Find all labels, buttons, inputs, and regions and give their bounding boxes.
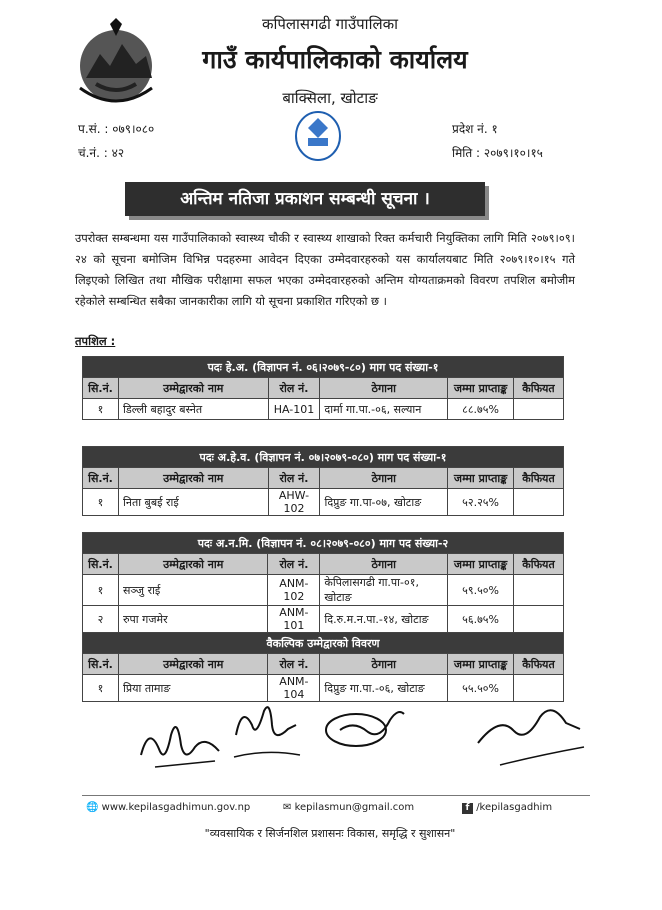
col-name: उम्मेद्वारको नाम bbox=[118, 378, 268, 399]
signature-2 bbox=[226, 695, 306, 770]
slogan: "व्यवसायिक र सिर्जनशिल प्रशासनः विकास, समृद्धि र सुशासन" bbox=[204, 827, 456, 840]
footer-divider bbox=[82, 795, 590, 796]
office-address: बाक्सिला, खोटाङ bbox=[282, 89, 378, 107]
col-sn: सि.नं. bbox=[83, 378, 119, 399]
col-roll: रोल नं. bbox=[268, 378, 320, 399]
table-row: २ रुपा गजमेर ANM-101 दि.रु.म.न.पा.-१४, खोटाङ ५६.७५% bbox=[83, 606, 564, 633]
signature-1 bbox=[135, 705, 225, 775]
dispatch-number: चं.नं. : ४२ bbox=[78, 146, 125, 160]
issue-date: मिति : २०७९।१०।१५ bbox=[452, 146, 543, 160]
col-marks: जम्मा प्राप्ताङ्क bbox=[448, 378, 514, 399]
table-title: पदः हे.अ. (विज्ञापन नं. ०६।२०७९-८०) माग पद संख्या-१ bbox=[83, 357, 564, 378]
alternate-title: वैकल्पिक उम्मेद्वारको विवरण bbox=[83, 633, 564, 654]
signature-3 bbox=[318, 700, 413, 755]
table-row: १ डिल्ली बहादुर बस्नेत HA-101 दार्मा गा.पा.-०६, सल्यान ८८.७५% bbox=[83, 399, 564, 420]
table-title: पदः अ.न.मि. (विज्ञापन नं. ०८।२०७९-०८०) माग पद संख्या-२ bbox=[83, 533, 564, 554]
municipality-name: कपिलासगढी गाउँपालिका bbox=[261, 15, 399, 33]
email-link[interactable]: ✉ kepilasmun@gmail.com bbox=[283, 802, 415, 813]
office-seal bbox=[272, 108, 364, 164]
website-link[interactable]: 🌐 www.kepilasgadhimun.gov.np bbox=[86, 802, 251, 813]
signature-4 bbox=[470, 695, 590, 775]
table-row: १ निता बुबई राई AHW-102 दिप्रुङ गा.पा-०७, खोटाङ ५२.२५% bbox=[83, 489, 564, 516]
globe-icon: 🌐 bbox=[86, 802, 99, 813]
col-address: ठेगाना bbox=[320, 378, 448, 399]
result-table-ahw: पदः अ.हे.व. (विज्ञापन नं. ०७।२०७९-०८०) माग पद संख्या-१ सि.नं. उम्मेद्वारको नाम रोल नं. ठेगाना जम्मा प्राप्ताङ्क कैफियत १ निता बुबई राई AHW-102 दिप्रुङ गा.पा-०७, खोटाङ ५२.२५% bbox=[82, 446, 564, 516]
facebook-link[interactable]: f /kepilasgadhim bbox=[462, 802, 552, 814]
result-table-anm: पदः अ.न.मि. (विज्ञापन नं. ०८।२०७९-०८०) माग पद संख्या-२ सि.नं. उम्मेद्वारको नाम रोल नं. ठेगाना जम्मा प्राप्ताङ्क कैफियत १ सञ्जु राई ANM-102 केपिलासगढी गा.पा-०१, खोटाङ ५९.५०% २ रुपा गजमेर ANM-101 दि.रु.म.न.पा.-१४, खोटाङ ५६.७५% वैकल्पिक उम्मेद्वारको विवरण सि.नं. उम्मेद्वारको नाम रोल नं. ठेगाना जम्मा प्राप्ताङ्क कैफियत १ प्रिया तामाङ ANM-104 दिप्रुङ गा.पा.-०६, खोटाङ ५५.५०% bbox=[82, 532, 564, 702]
office-title: गाउँ कार्यपालिकाको कार्यालय bbox=[202, 45, 468, 74]
facebook-icon: f bbox=[462, 803, 473, 814]
seal-stamp-icon bbox=[272, 108, 364, 164]
province-number: प्रदेश नं. १ bbox=[452, 122, 498, 136]
table-title: पदः अ.हे.व. (विज्ञापन नं. ०७।२०७९-०८०) माग पद संख्या-१ bbox=[83, 447, 564, 468]
table-row: १ प्रिया तामाङ ANM-104 दिप्रुङ गा.पा.-०६, खोटाङ ५५.५०% bbox=[83, 675, 564, 702]
nepal-emblem-icon bbox=[70, 18, 162, 106]
col-remarks: कैफियत bbox=[513, 378, 563, 399]
mail-icon: ✉ bbox=[283, 802, 292, 813]
notice-title: अन्तिम नतिजा प्रकाशन सम्बन्धी सूचना । bbox=[125, 182, 485, 216]
table-row: १ सञ्जु राई ANM-102 केपिलासगढी गा.पा-०१, खोटाङ ५९.५०% bbox=[83, 575, 564, 606]
result-table-ha bbox=[82, 356, 564, 420]
notice-body: उपरोक्त सम्बन्धमा यस गाउँपालिकाको स्वास्थ्य चौकी र स्वास्थ्य शाखाको रिक्त कर्मचारी नियुक्तिका लागि मिति २०७९।०९।२४ को सूचना बमोजिम विभिन्न पदहरुमा आवेदन दिएका उम्मेदवारहरुको यस कार्यालयबाट मिति २०७९।१०।१५ गते लिइएको लिखित तथा मौखिक परीक्षामा सफल भएका उम्मेदवारहरुको अन्तिम योग्यताक्रमको विवरण तपशिल बमोजीम रहेकोले सम्बन्धित सबैका जानकारीका लागि यो सूचना प्रकाशित गरिएको छ । bbox=[75, 231, 575, 308]
details-label: तपशिल : bbox=[75, 334, 116, 348]
ref-number: प.सं. : ०७९।०८० bbox=[78, 122, 155, 136]
